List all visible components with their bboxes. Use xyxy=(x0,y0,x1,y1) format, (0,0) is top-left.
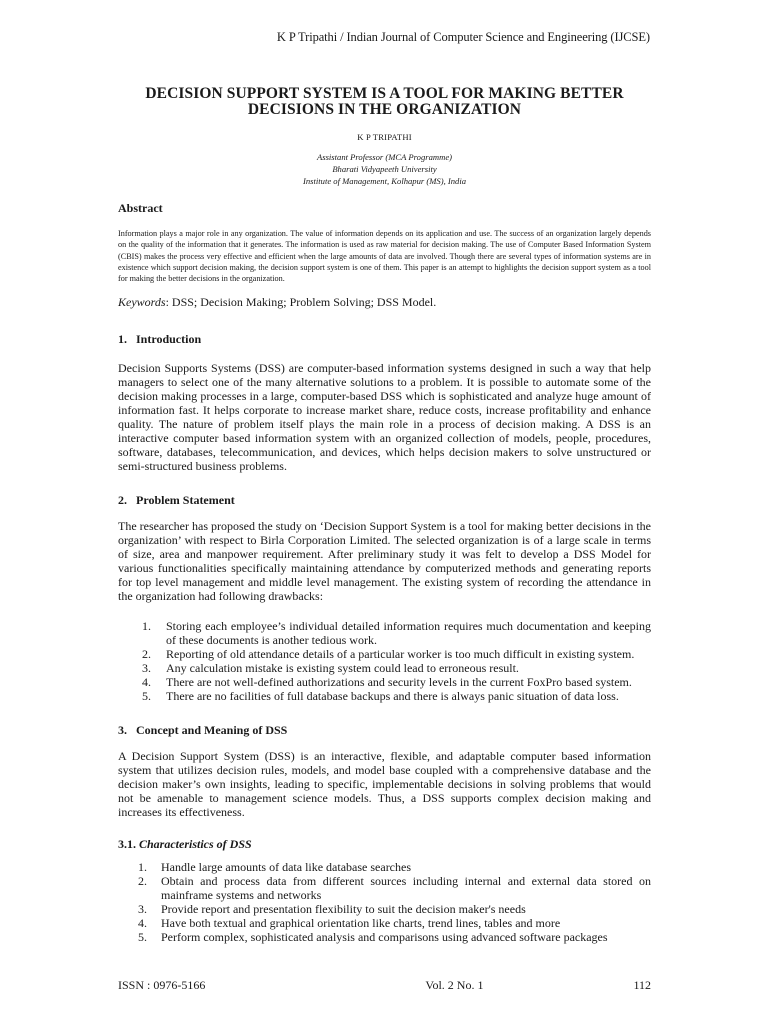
list-item-number: 4. xyxy=(138,916,147,931)
subsection-number: 3.1. xyxy=(118,837,136,852)
introduction-paragraph: Decision Supports Systems (DSS) are computer-based information systems designed in such a way that help managers to select one of the many alternative solutions to a problem. It is possible to automate some of the decision making processes in a large, computer-based DSS which is sophisticated and analyze huge amount of information fast. It helps corporate to increase market share, reduce costs, increase profitability and enhance quality. The nature of problem itself plays the main role in a process of decision making. A DSS is an interactive computer based information system with an organized collection of models, people, procedures, software, databases, telecommunication, and devices, which helps decision makers to solve unstructured or semi-structured business problems. xyxy=(118,361,651,474)
concept-paragraph: A Decision Support System (DSS) is an interactive, flexible, and adaptable computer based information system that utilizes decision rules, models, and model base coupled with a comprehensive database and the decision maker’s own insights, leading to specific, implementable decisions in solving problems that would not be amenable to management science models. Thus, a DSS supports complex decision making and increases its effectiveness. xyxy=(118,749,651,820)
list-item-text: Storing each employee’s individual detailed information requires much documentation and keeping of these documents is another tedious work. xyxy=(166,619,651,648)
footer-issn: ISSN : 0976-5166 xyxy=(118,978,206,992)
list-item xyxy=(118,647,651,661)
list-item xyxy=(118,902,651,916)
list-item xyxy=(118,874,651,902)
list-item xyxy=(118,619,651,647)
list-item-number: 5. xyxy=(142,689,151,704)
affiliation-line: Bharati Vidyapeeth University xyxy=(332,164,437,174)
keywords-label: Keywords xyxy=(118,295,166,310)
footer-volume: Vol. 2 No. 1 xyxy=(425,978,484,992)
affiliation-line: Assistant Professor (MCA Programme) xyxy=(316,152,453,162)
footer-page-number: 112 xyxy=(633,978,651,992)
title-line-1: DECISION SUPPORT SYSTEM IS A TOOL FOR MAKING BETTER xyxy=(145,85,624,102)
list-item-text: Perform complex, sophisticated analysis and comparisons using advanced software packages xyxy=(161,930,608,945)
list-item-number: 3. xyxy=(142,661,151,676)
list-item-text: Provide report and presentation flexibility to suit the decision maker's needs xyxy=(161,902,526,917)
paper-title xyxy=(118,86,651,118)
subsection-heading-characteristics xyxy=(118,837,651,852)
abstract-heading: Abstract xyxy=(118,201,163,215)
paper-content xyxy=(118,86,651,944)
list-item xyxy=(118,675,651,689)
problem-statement-paragraph: The researcher has proposed the study on ‘Decision Support System is a tool for making better decisions in the organization’ with respect to Birla Corporation Limited. The selected organization is of a large scale in terms of size, area and manpower requirement. After preliminary study it was felt to develop a DSS Model for various functionalities specifically maintaining attendance by computerized methods and generating reports for top level management and middle level management. The existing system of recording the attendance in the organization had following drawbacks: xyxy=(118,519,651,604)
list-item-number: 2. xyxy=(138,874,147,889)
list-item-text: There are not well-defined authorizations and security levels in the current FoxPro based system. xyxy=(166,675,632,690)
page-footer xyxy=(118,978,651,993)
list-item xyxy=(118,860,651,874)
list-item-number: 5. xyxy=(138,930,147,945)
section-heading-concept: 3. Concept and Meaning of DSS xyxy=(118,723,288,738)
characteristics-list xyxy=(118,860,651,944)
section-heading-introduction: 1. Introduction xyxy=(118,332,202,347)
list-item-text: Obtain and process data from different sources including internal and external data stored on mainframe systems and networks xyxy=(161,874,651,903)
list-item-text: Reporting of old attendance details of a particular worker is too much difficult in existing system. xyxy=(166,647,635,662)
section-heading-problem-statement: 2. Problem Statement xyxy=(118,493,235,508)
author-affiliation xyxy=(118,151,651,187)
list-item xyxy=(118,661,651,675)
list-item-number: 2. xyxy=(142,647,151,662)
list-item-number: 1. xyxy=(142,619,151,634)
list-item-number: 1. xyxy=(138,860,147,875)
keywords xyxy=(118,295,651,310)
keywords-text: : DSS; Decision Making; Problem Solving; DSS Model. xyxy=(165,295,437,310)
title-line-2: DECISIONS IN THE ORGANIZATION xyxy=(247,101,522,118)
drawbacks-list xyxy=(118,619,651,703)
list-item-number: 3. xyxy=(138,902,147,917)
author-name: K P TRIPATHI xyxy=(357,132,412,142)
list-item-text: Handle large amounts of data like database searches xyxy=(161,860,412,875)
subsection-title: Characteristics of DSS xyxy=(139,837,252,852)
list-item-text: Any calculation mistake is existing system could lead to erroneous result. xyxy=(166,661,519,676)
abstract-text: Information plays a major role in any organization. The value of information depends on its application and use. The success of an organization largely depends on the quality of the information that it generates. The information is used as raw material for decision making. The use of Computer Based Information System (CBIS) makes the process very effective and efficient when the large amounts of data are involved. Though there are several types of information systems are in existence which support decision making, the decision support system is one of them. This paper is an attempt to highlights the decision support system as a tool for making the better decisions in the organization. xyxy=(118,229,651,284)
affiliation-line: Institute of Management, Kolhapur (MS), India xyxy=(302,176,467,186)
running-head: K P Tripathi / Indian Journal of Computer Science and Engineering (IJCSE) xyxy=(276,30,650,44)
list-item-text: There are no facilities of full database backups and there is always panic situation of data loss. xyxy=(166,689,619,704)
list-item xyxy=(118,689,651,703)
list-item-text: Have both textual and graphical orientation like charts, trend lines, tables and more xyxy=(161,916,561,931)
list-item xyxy=(118,930,651,944)
list-item xyxy=(118,916,651,930)
list-item-number: 4. xyxy=(142,675,151,690)
